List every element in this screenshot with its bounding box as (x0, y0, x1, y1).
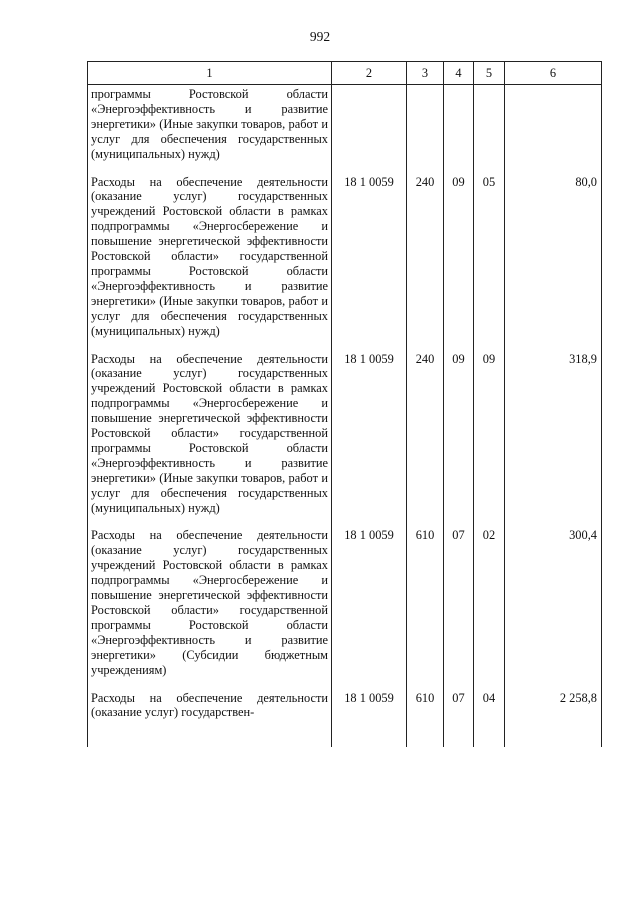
row-description: программы Ростовской области «Энергоэффективность и развитие энергетики» (Иные закупки товаров, работ и услуг для обеспечения государственных (муниципальных) нужд) (88, 85, 332, 172)
table-row (88, 525, 602, 687)
row-amount: 300,4 (505, 525, 602, 687)
row-subsection: 09 (474, 349, 505, 526)
row-expense-type: 240 (407, 349, 444, 526)
header-col-3: 3 (407, 62, 444, 85)
budget-table (87, 61, 602, 747)
header-col-6: 6 (505, 62, 602, 85)
row-target-article: 18 1 0059 (332, 172, 407, 349)
header-col-1: 1 (88, 62, 332, 85)
row-amount (505, 85, 602, 172)
row-expense-type: 610 (407, 525, 444, 687)
row-target-article: 18 1 0059 (332, 349, 407, 526)
header-col-2: 2 (332, 62, 407, 85)
row-amount: 318,9 (505, 349, 602, 526)
row-section: 09 (444, 172, 474, 349)
row-target-article (332, 85, 407, 172)
header-col-4: 4 (444, 62, 474, 85)
row-subsection: 02 (474, 525, 505, 687)
row-amount: 2 258,8 (505, 688, 602, 747)
row-expense-type: 240 (407, 172, 444, 349)
row-subsection: 04 (474, 688, 505, 747)
row-subsection: 05 (474, 172, 505, 349)
page-number: 992 (309, 29, 331, 44)
row-amount: 80,0 (505, 172, 602, 349)
row-section: 07 (444, 688, 474, 747)
table-row (88, 349, 602, 526)
header-col-5: 5 (474, 62, 505, 85)
row-subsection (474, 85, 505, 172)
row-expense-type (407, 85, 444, 172)
row-section: 09 (444, 349, 474, 526)
row-description: Расходы на обеспечение деятельности (оказание услуг) государственных учреждений Ростовской области в рамках подпрограммы «Энергосбережение и повышение энергетической эффективности Ростовской области» государственной программы Ростовской области «Энергоэффективность и развитие энергетики» (Субсидии бюджетным учреждениям) (88, 525, 332, 687)
row-section (444, 85, 474, 172)
row-target-article: 18 1 0059 (332, 688, 407, 747)
row-description: Расходы на обеспечение деятельности (оказание услуг) государственных учреждений Ростовской области в рамках подпрограммы «Энергосбережение и повышение энергетической эффективности Ростовской области» государственной программы Ростовской области «Энергоэффективность и развитие энергетики» (Иные закупки товаров, работ и услуг для обеспечения государственных (муниципальных) нужд) (88, 172, 332, 349)
row-expense-type: 610 (407, 688, 444, 747)
table-row (88, 172, 602, 349)
row-section: 07 (444, 525, 474, 687)
row-target-article: 18 1 0059 (332, 525, 407, 687)
row-description: Расходы на обеспечение деятельности (оказание услуг) государственных учреждений Ростовской области в рамках подпрограммы «Энергосбережение и повышение энергетической эффективности Ростовской области» государственной программы Ростовской области «Энергоэффективность и развитие энергетики» (Иные закупки товаров, работ и услуг для обеспечения государственных (муниципальных) нужд) (88, 349, 332, 526)
table-body (88, 85, 602, 747)
table-row (88, 688, 602, 747)
row-description: Расходы на обеспечение деятельности (оказание услуг) государствен- (88, 688, 332, 747)
header-row (88, 62, 602, 85)
table-row (88, 85, 602, 172)
table-header (88, 62, 602, 85)
